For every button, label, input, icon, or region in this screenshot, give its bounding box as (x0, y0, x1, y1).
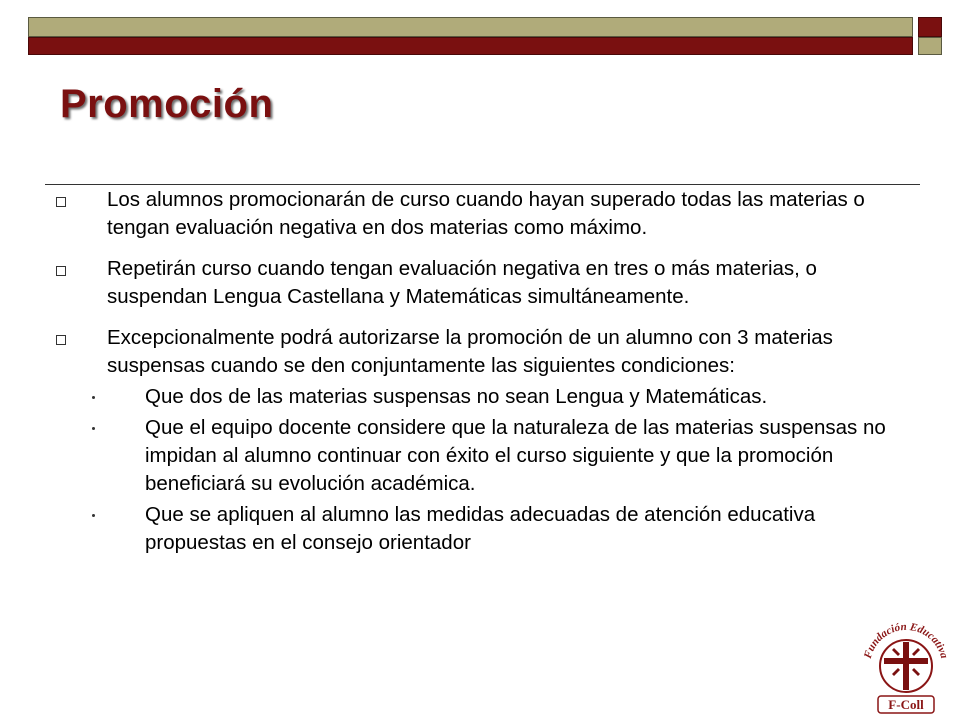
bullet-item (0, 324, 897, 380)
bullet-text: Excepcionalmente podrá autorizarse la promoción de un alumno con 3 materias suspensas cuando se den conjuntamente las siguientes condiciones: (107, 326, 833, 377)
fundacion-educativa-logo (856, 612, 956, 718)
header-band-red (28, 37, 913, 55)
slide-content (0, 186, 960, 557)
sub-bullet-text: Que se apliquen al alumno las medidas adecuadas de atención educativa propuestas en el consejo orientador (145, 503, 816, 554)
sub-bullet-text: Que dos de las materias suspensas no sean Lengua y Matemáticas. (145, 385, 768, 408)
dot-bullet-icon (92, 514, 95, 517)
square-bullet-icon (56, 197, 66, 207)
sub-bullet-item (0, 383, 902, 411)
logo-arc-text: Fundación Educativa (861, 620, 951, 660)
dot-bullet-icon (92, 396, 95, 399)
sub-bullet-text: Que el equipo docente considere que la naturaleza de las materias suspensas no impidan al alumno continuar con éxito el curso siguiente y que la promoción beneficiará su evolución académica. (145, 416, 886, 495)
logo-plate-text: F-Coll (888, 697, 924, 712)
square-bullet-icon (56, 335, 66, 345)
bullet-text: Los alumnos promocionarán de curso cuando hayan superado todas las materias o tengan evaluación negativa en dos materias como máximo. (107, 188, 865, 239)
header-corner-red (918, 17, 942, 37)
dot-bullet-icon (92, 427, 95, 430)
bullet-item (0, 255, 897, 311)
square-bullet-icon (56, 266, 66, 276)
title-divider (45, 184, 920, 185)
header-band-olive (28, 17, 913, 37)
slide-title: Promoción (60, 82, 274, 126)
sub-bullet-item (0, 414, 902, 498)
bullet-item (0, 186, 897, 242)
sub-bullet-item (0, 501, 902, 557)
header-corner-olive (918, 37, 942, 55)
bullet-text: Repetirán curso cuando tengan evaluación negativa en tres o más materias, o suspendan Lengua Castellana y Matemáticas simultáneamente. (107, 257, 817, 308)
